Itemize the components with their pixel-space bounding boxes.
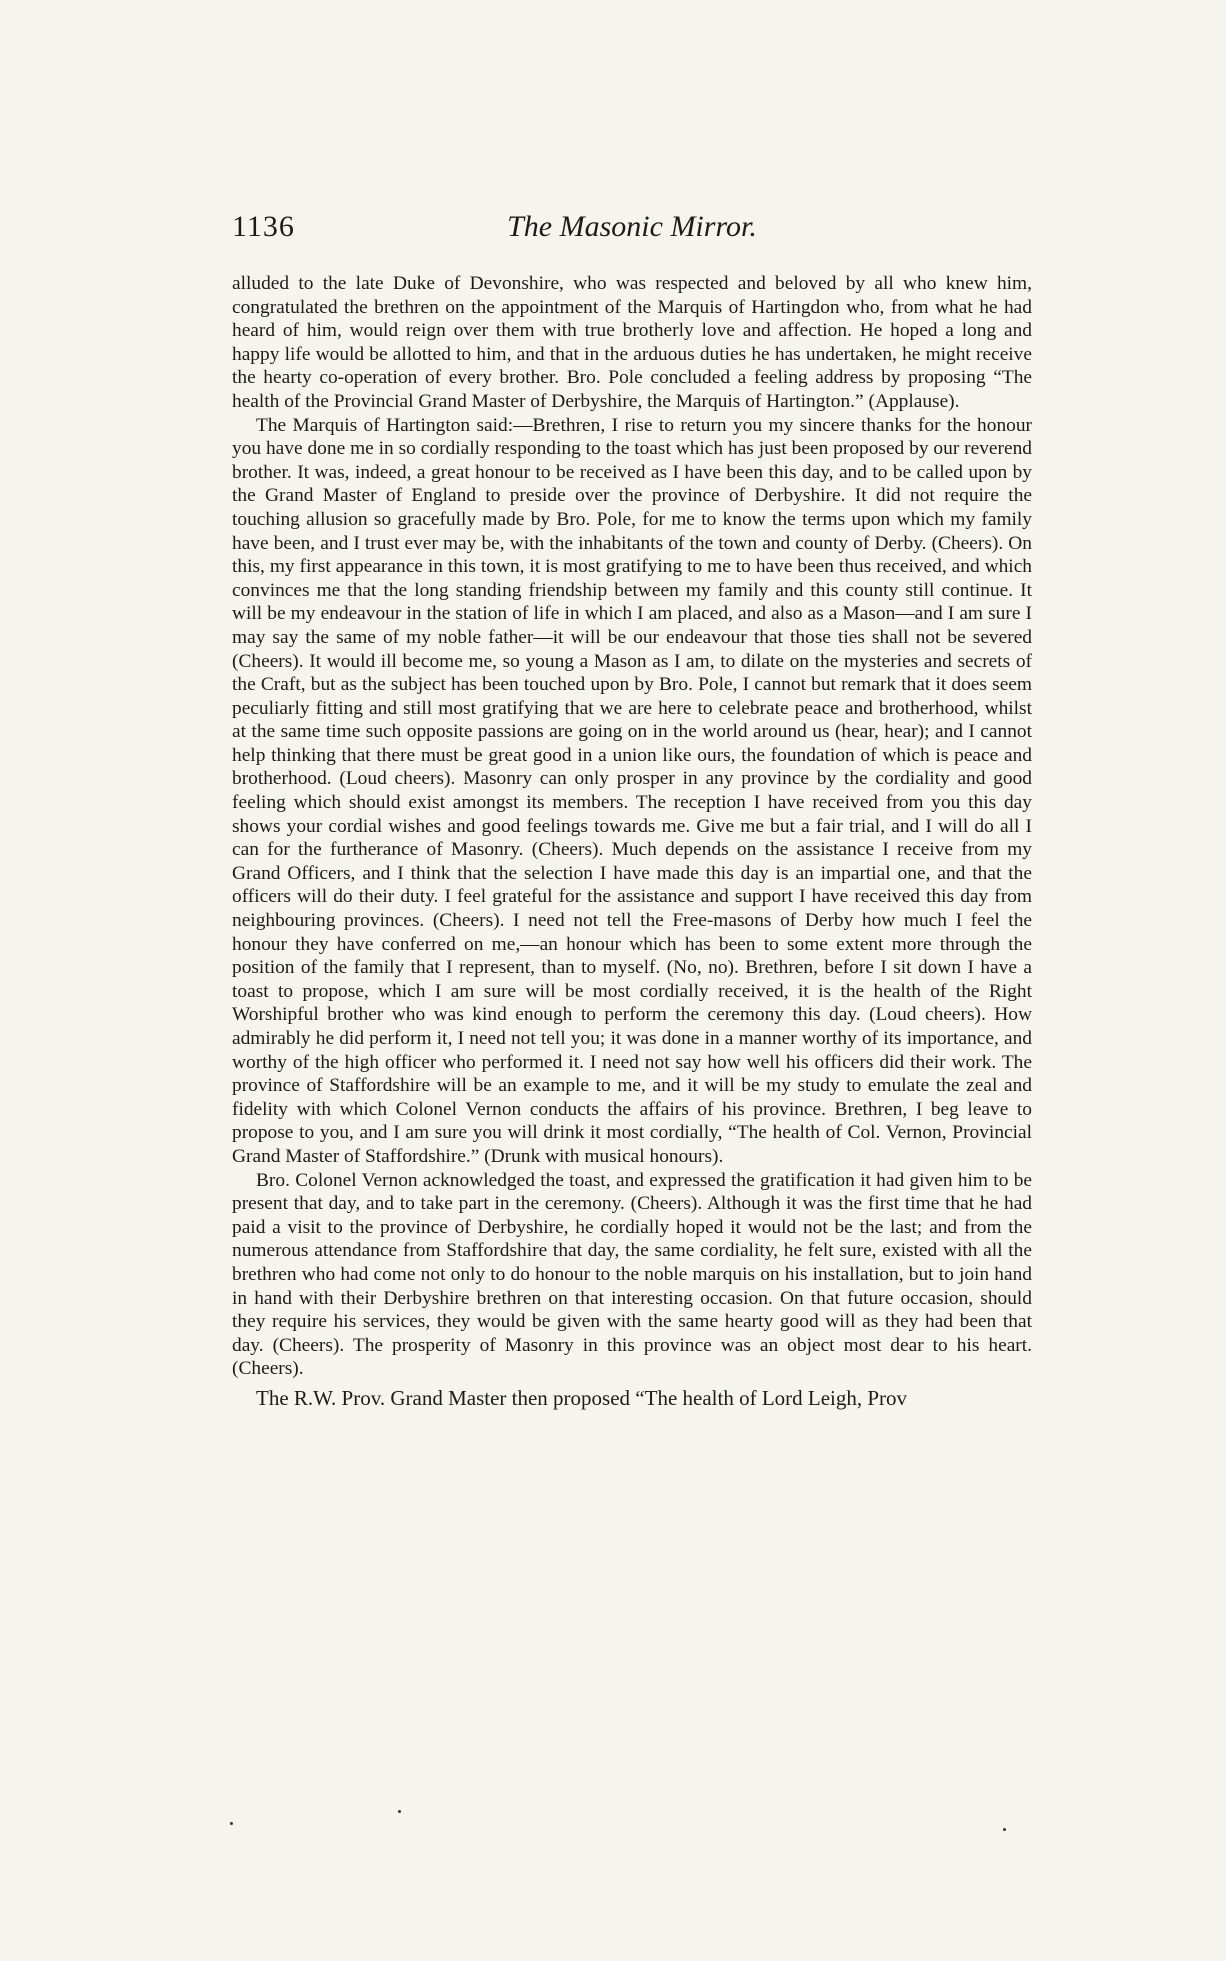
paragraph-next-toast: The R.W. Prov. Grand Master then proposed “The health of Lord Leigh, Prov <box>256 1385 908 1410</box>
running-head <box>232 210 1032 250</box>
page-number: 1136 <box>232 210 295 243</box>
print-speck <box>1003 1828 1006 1831</box>
paragraph-hartington-speech: The Marquis of Hartington said:—Brethren, I rise to return you my sincere thanks for the honour you have done me in so cordially responding to the toast which has just been proposed by our reverend brother. It was, indeed, a great honour to be received as I have been this day, and to be called upon by the Grand Master of England to preside over the province of Derbyshire. It did not require the touching allusion so gracefully made by Bro. Pole, for me to know the terms upon which my family have been, and I trust ever may be, with the inhabitants of the town and county of Derby. (Cheers). On this, my first appearance in this town, it is most gratifying to me to have been thus received, and which convinces me that the long standing friendship between my family and this county still continue. It will be my endeavour in the station of life in which I am placed, and also as a Mason—and I am sure I may say the same of my noble father—it will be our endeavour that those ties shall not be severed (Cheers). It would ill become me, so young a Mason as I am, to dilate on the mysteries and secrets of the Craft, but as the subject has been touched upon by Bro. Pole, I cannot but remark that it does seem peculiarly fitting and still most gratifying that we are here to celebrate peace and brotherhood, whilst at the same time such opposite passions are going on in the world around us (hear, hear); and I cannot help thinking that there must be great good in a union like ours, the foundation of which is peace and brotherhood. (Loud cheers). Masonry can only prosper in any province by the cordiality and good feeling which should exist amongst its members. The reception I have received from you this day shows your cordial wishes and good feelings towards me. Give me but a fair trial, and I will do all I can for the furtherance of Masonry. (Cheers). Much depends on the assistance I receive from my Grand Officers, and I think that the selection I have made this day is an impartial one, and that the officers will do their duty. I feel grateful for the assistance and support I have received this day from neighbouring provinces. (Cheers). I need not tell the Free-masons of Derby how much I feel the honour they have conferred on me,—an honour which has been to some extent more through the position of the family that I represent, than to myself. (No, no). Brethren, before I sit down I have a toast to propose, which I am sure will be most cordially received, it is the health of the Right Worshipful brother who was kind enough to perform the ceremony this day. (Loud cheers). How admirably he did perform it, I need not tell you; it was done in a manner worthy of its importance, and worthy of the high officer who performed it. I need not say how well his officers did their work. The province of Staffordshire will be an example to me, and it will be my study to emulate the zeal and fidelity with which Colonel Vernon conducts the affairs of his province. Brethren, I beg leave to propose to you, and I am sure you will drink it most cordially, “The health of Col. Vernon, Provincial Grand Master of Staffordshire.” (Drunk with musical honours). <box>232 414 1032 1167</box>
paragraph-vernon-reply: Bro. Colonel Vernon acknowledged the toast, and expressed the gratification it had given him to be present that day, and to take part in the ceremony. (Cheers). Although it was the first time that he had paid a visit to the province of Derbyshire, he cordially hoped it would not be the last; and from the numerous attendance from Staffordshire that day, the same cordiality, he felt sure, existed with all the brethren who had come not only to do honour to the noble marquis on his installation, but to join hand in hand with their Derbyshire brethren on that interesting occasion. On that future occasion, should they require his services, they would be given with the same hearty good will as they had been that day. (Cheers). The prosperity of Masonry in this province was an object most dear to his heart. (Cheers). <box>232 1169 1032 1380</box>
journal-title: The Masonic Mirror. <box>507 210 757 243</box>
print-speck <box>230 1822 233 1825</box>
paragraph-continuation: alluded to the late Duke of Devonshire, who was respected and beloved by all who knew him, congratulated the brethren on the appointment of the Marquis of Hartingdon who, from what he had heard of him, would reign over them with true brotherly love and affection. He hoped a long and happy life would be allotted to him, and that in the arduous duties he has undertaken, he might receive the hearty co-operation of every brother. Bro. Pole concluded a feeling address by proposing “The health of the Provincial Grand Master of Derbyshire, the Marquis of Hartington.” (Applause). <box>232 273 1032 412</box>
article-text <box>232 272 1032 1411</box>
print-speck <box>398 1810 401 1813</box>
